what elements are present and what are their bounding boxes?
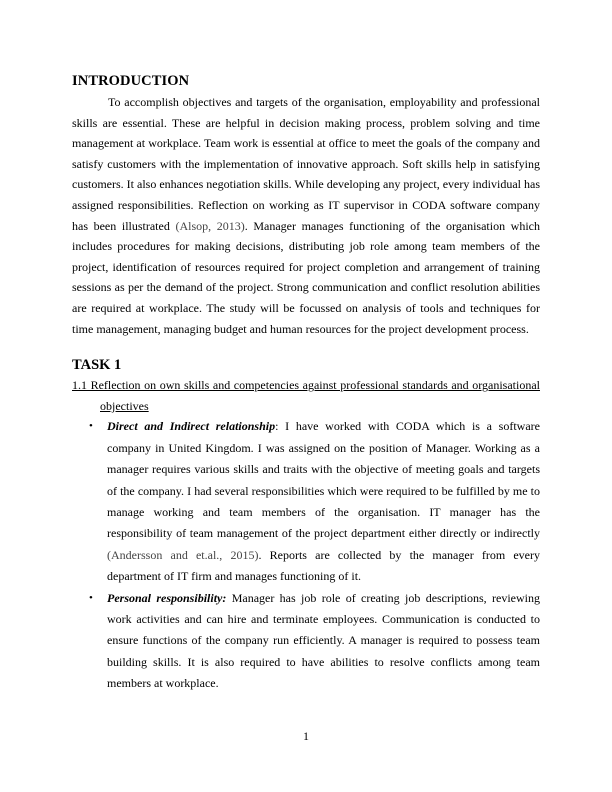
bullet-lead: Direct and Indirect relationship bbox=[107, 419, 276, 434]
task1-heading: TASK 1 bbox=[72, 357, 122, 374]
page-content bbox=[72, 72, 540, 695]
bullet-icon: • bbox=[89, 591, 93, 604]
introduction-paragraph bbox=[72, 92, 540, 339]
introduction-text-part1: To accomplish objectives and targets of the organisation, employability and professional skills are essential. These are helpful in decision making process, problem solving and time management at workplace. Team work is essential at office to meet the goals of the company and satisfy customers with the implementation of innovative approach. Soft skills help in satisfying customers. It also enhances negotiation skills. While developing any project, every individual has assigned responsibilities. Reflection on working as IT supervisor in CODA software company has been illustrated bbox=[72, 95, 540, 233]
bullet-text-part1: : I have worked with CODA which is a software company in United Kingdom. I was assigned on the position of Manager. Working as a manager requires various skills and traits with the objective of meeting goals and targets of the company. I had several responsibilities which were required to be fulfilled by me to manage working and team members of the organisation. IT manager has the responsibility of team management of the project department either directly or indirectly bbox=[107, 419, 540, 541]
bullet-item-direct-indirect-relationship bbox=[72, 416, 540, 587]
introduction-citation: (Alsop, 2013) bbox=[175, 218, 245, 233]
task1-bullet-list bbox=[72, 416, 540, 694]
bullet-text-part1: Manager has job role of creating job descriptions, reviewing work activities and can hire and terminate employees. Communication is conducted to ensure functions of the company run efficiently. A manager is required to possess team building skills. It is also required to have abilities to resolve conflicts among team members at workplace. bbox=[107, 590, 541, 691]
page-number: 1 bbox=[303, 729, 309, 743]
bullet-lead: Personal responsibility: bbox=[107, 590, 227, 605]
bullet-item-personal-responsibility bbox=[72, 588, 540, 695]
bullet-text-part2: . Reports are collected by the manager from every department of IT firm and manages functioning of it. bbox=[107, 547, 541, 584]
bullet-icon: • bbox=[89, 420, 93, 433]
task1-subheading: 1.1 Reflection on own skills and competencies against professional standards and organisational objectives bbox=[72, 378, 540, 413]
introduction-text-part2: . Manager manages functioning of the organisation which includes procedures for making decisions, distributing job role among team members of the project, identification of resources required for project completion and arrangement of training sessions as per the demand of the project. Strong communication and conflict resolution abilities are required at workplace. The study will be focussed on analysis of tools and techniques for time management, managing budget and human resources for the project development process. bbox=[72, 218, 540, 336]
introduction-heading: INTRODUCTION bbox=[72, 73, 190, 89]
bullet-citation: (Andersson and et.al., 2015) bbox=[107, 547, 259, 562]
